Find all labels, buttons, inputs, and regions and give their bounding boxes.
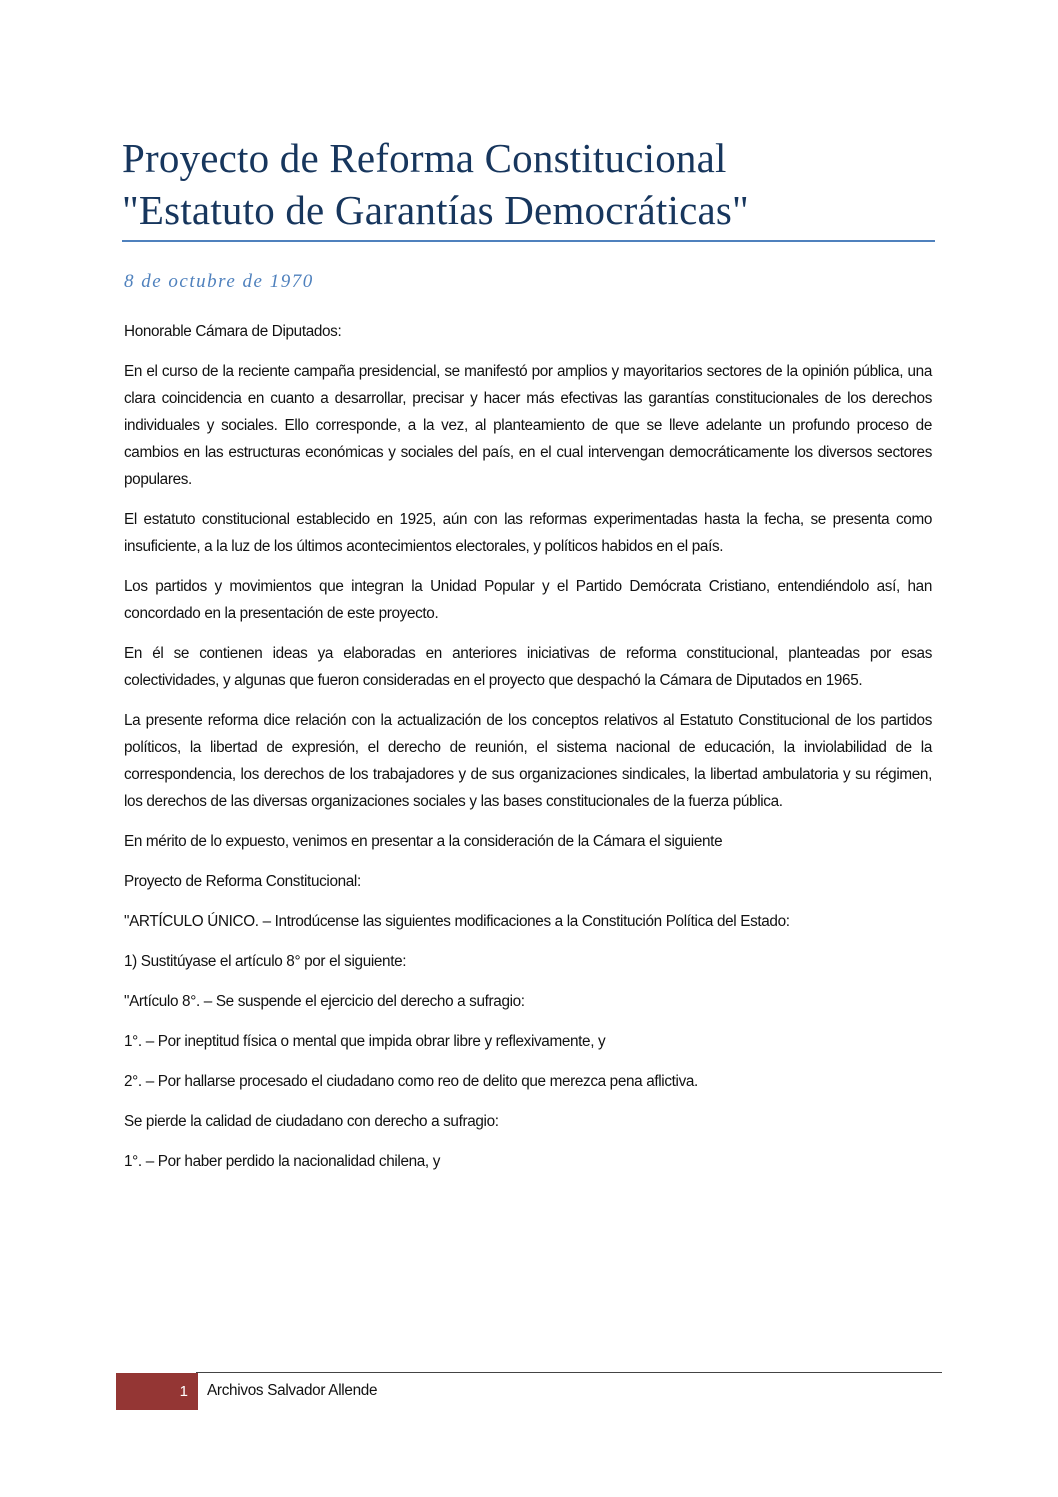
page-number: 1 <box>179 1383 188 1400</box>
paragraph: En él se contienen ideas ya elaboradas en anteriores iniciativas de reforma constitucional, planteadas por esas colectividades, y algunas que fueron consideradas en el proyecto que despachó la Cámara de Diputados en 1965. <box>124 645 932 689</box>
title-divider <box>122 240 935 242</box>
document-title <box>122 132 942 236</box>
paragraph: 2°. – Por hallarse procesado el ciudadano como reo de delito que merezca pena aflictiva. <box>124 1073 698 1090</box>
paragraph: La presente reforma dice relación con la actualización de los conceptos relativos al Estatuto Constitucional de los partidos políticos, la libertad de expresión, el derecho de reunión, el sistema nacional de educación, la inviolabilidad de la correspondencia, los derechos de los trabajadores y de sus organizaciones sindicales, la libertad ambulatoria y su régimen, los derechos de las diversas organizaciones sociales y las bases constitucionales de la fuerza pública. <box>124 712 932 810</box>
paragraph: 1°. – Por haber perdido la nacionalidad chilena, y <box>124 1153 441 1170</box>
paragraph: Se pierde la calidad de ciudadano con derecho a sufragio: <box>124 1113 499 1130</box>
paragraph: "Artículo 8°. – Se suspende el ejercicio del derecho a sufragio: <box>124 993 525 1010</box>
paragraph: Los partidos y movimientos que integran la Unidad Popular y el Partido Demócrata Cristiano, entendiéndolo así, han concordado en la presentación de este proyecto. <box>124 578 932 622</box>
title-line-2: "Estatuto de Garantías Democráticas" <box>122 187 749 233</box>
paragraph: "ARTÍCULO ÚNICO. – Introdúcense las siguientes modificaciones a la Constitución Política del Estado: <box>124 913 790 930</box>
title-line-1: Proyecto de Reforma Constitucional <box>122 135 727 181</box>
document-date: 8 de octubre de 1970 <box>124 271 314 292</box>
paragraph: 1) Sustitúyase el artículo 8° por el siguiente: <box>124 953 407 970</box>
footer-divider <box>196 1372 942 1373</box>
paragraph: En el curso de la reciente campaña presidencial, se manifestó por amplios y mayoritarios sectores de la opinión pública, una clara coincidencia en cuanto a desarrollar, precisar y hacer más efectivas las garantías constitucionales de los derechos individuales y sociales. Ello corresponde, a la vez, al planteamiento de que se lleve adelante un profundo proceso de cambios en las estructuras económicas y sociales del país, en el cual intervengan democráticamente los diversos sectores populares. <box>124 363 932 488</box>
paragraph: 1°. – Por ineptitud física o mental que impida obrar libre y reflexivamente, y <box>124 1033 606 1050</box>
paragraph: En mérito de lo expuesto, venimos en presentar a la consideración de la Cámara el siguiente <box>124 833 723 850</box>
footer-text: Archivos Salvador Allende <box>207 1382 378 1399</box>
paragraph: Proyecto de Reforma Constitucional: <box>124 873 361 890</box>
paragraph: El estatuto constitucional establecido en 1925, aún con las reformas experimentadas hasta la fecha, se presenta como insuficiente, a la luz de los últimos acontecimientos electorales, y políticos habidos en el país. <box>124 511 932 555</box>
page-number-box <box>116 1373 198 1410</box>
salutation: Honorable Cámara de Diputados: <box>124 323 342 340</box>
document-body <box>124 318 932 1188</box>
